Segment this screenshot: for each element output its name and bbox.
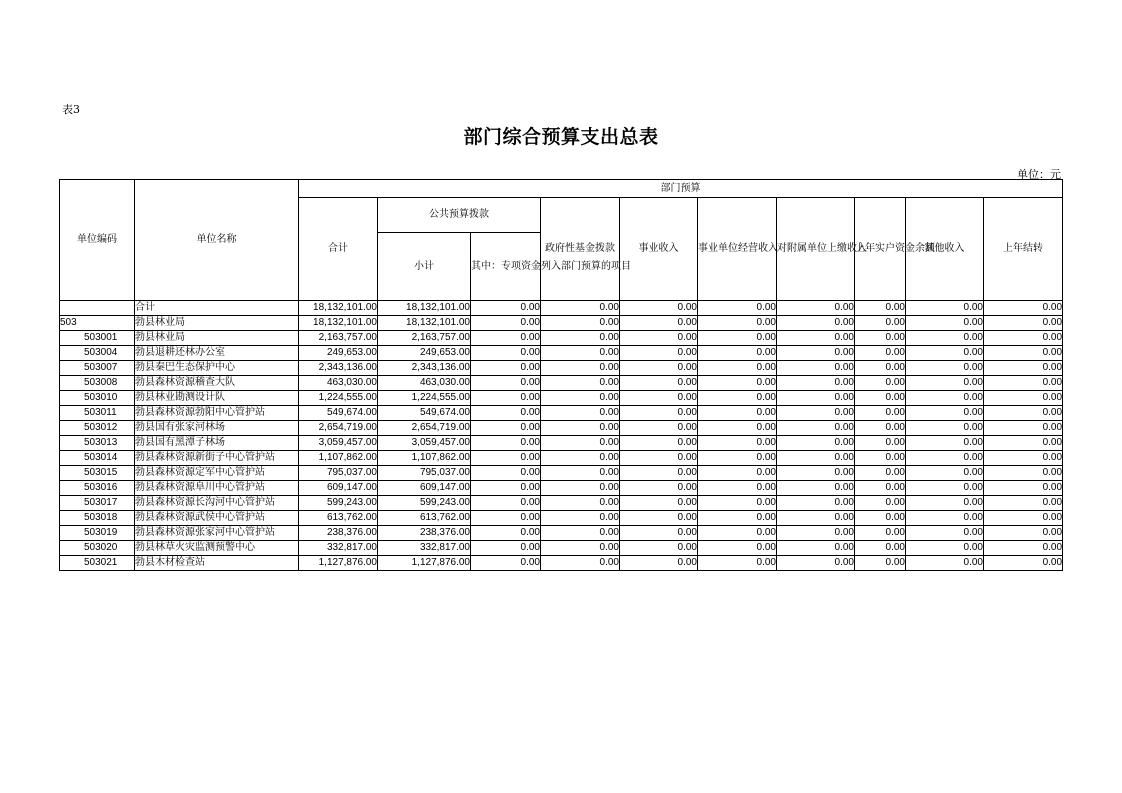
cell-other: 0.00 <box>906 496 984 511</box>
cell-subordinate: 0.00 <box>777 331 855 346</box>
cell-biz-unit: 0.00 <box>698 436 777 451</box>
budget-table <box>59 179 1063 571</box>
cell-business: 0.00 <box>620 496 698 511</box>
unit-code: 503011 <box>60 406 135 421</box>
header-public-budget: 公共预算拨款 <box>378 198 541 233</box>
cell-carryover: 0.00 <box>984 301 1063 316</box>
cell-subtotal: 609,147.00 <box>378 481 471 496</box>
unit-code: 503001 <box>60 331 135 346</box>
cell-special: 0.00 <box>471 361 541 376</box>
cell-gov-fund: 0.00 <box>541 301 620 316</box>
cell-carryover: 0.00 <box>984 316 1063 331</box>
cell-biz-unit: 0.00 <box>698 466 777 481</box>
cell-balance: 0.00 <box>855 451 906 466</box>
cell-carryover: 0.00 <box>984 406 1063 421</box>
cell-business: 0.00 <box>620 361 698 376</box>
cell-balance: 0.00 <box>855 361 906 376</box>
cell-biz-unit: 0.00 <box>698 511 777 526</box>
cell-carryover: 0.00 <box>984 421 1063 436</box>
header-special: 其中：专项资金列入部门预算的项目 <box>471 233 541 301</box>
table-row <box>60 421 1063 436</box>
cell-subordinate: 0.00 <box>777 361 855 376</box>
cell-carryover: 0.00 <box>984 481 1063 496</box>
cell-business: 0.00 <box>620 451 698 466</box>
cell-gov-fund: 0.00 <box>541 391 620 406</box>
cell-subtotal: 613,762.00 <box>378 511 471 526</box>
cell-total: 18,132,101.00 <box>299 301 378 316</box>
cell-other: 0.00 <box>906 376 984 391</box>
cell-carryover: 0.00 <box>984 451 1063 466</box>
table-row <box>60 301 1063 316</box>
cell-total: 3,059,457.00 <box>299 436 378 451</box>
cell-biz-unit: 0.00 <box>698 391 777 406</box>
cell-biz-unit: 0.00 <box>698 331 777 346</box>
cell-carryover: 0.00 <box>984 361 1063 376</box>
cell-special: 0.00 <box>471 541 541 556</box>
cell-other: 0.00 <box>906 436 984 451</box>
cell-balance: 0.00 <box>855 331 906 346</box>
unit-code: 503007 <box>60 361 135 376</box>
cell-gov-fund: 0.00 <box>541 451 620 466</box>
cell-total: 2,343,136.00 <box>299 361 378 376</box>
cell-subordinate: 0.00 <box>777 526 855 541</box>
cell-gov-fund: 0.00 <box>541 346 620 361</box>
table-row <box>60 496 1063 511</box>
table-row <box>60 331 1063 346</box>
cell-subordinate: 0.00 <box>777 301 855 316</box>
cell-business: 0.00 <box>620 331 698 346</box>
cell-balance: 0.00 <box>855 496 906 511</box>
cell-other: 0.00 <box>906 526 984 541</box>
cell-business: 0.00 <box>620 526 698 541</box>
unit-name: 合计 <box>135 301 299 316</box>
cell-business: 0.00 <box>620 406 698 421</box>
cell-total: 1,224,555.00 <box>299 391 378 406</box>
cell-gov-fund: 0.00 <box>541 466 620 481</box>
cell-subordinate: 0.00 <box>777 376 855 391</box>
cell-biz-unit: 0.00 <box>698 556 777 571</box>
unit-name: 勃县森林资源定军中心管护站 <box>135 466 299 481</box>
cell-special: 0.00 <box>471 451 541 466</box>
cell-subordinate: 0.00 <box>777 391 855 406</box>
cell-balance: 0.00 <box>855 406 906 421</box>
cell-total: 332,817.00 <box>299 541 378 556</box>
cell-business: 0.00 <box>620 466 698 481</box>
unit-code: 503018 <box>60 511 135 526</box>
unit-code: 503020 <box>60 541 135 556</box>
unit-name: 勃县国有黑潭子林场 <box>135 436 299 451</box>
cell-special: 0.00 <box>471 421 541 436</box>
cell-business: 0.00 <box>620 346 698 361</box>
cell-business: 0.00 <box>620 556 698 571</box>
cell-total: 18,132,101.00 <box>299 316 378 331</box>
cell-business: 0.00 <box>620 376 698 391</box>
cell-balance: 0.00 <box>855 376 906 391</box>
table-row <box>60 436 1063 451</box>
cell-subordinate: 0.00 <box>777 511 855 526</box>
cell-gov-fund: 0.00 <box>541 406 620 421</box>
cell-special: 0.00 <box>471 496 541 511</box>
cell-special: 0.00 <box>471 511 541 526</box>
unit-code: 503017 <box>60 496 135 511</box>
cell-subtotal: 238,376.00 <box>378 526 471 541</box>
unit-name: 勃县林业勘测设计队 <box>135 391 299 406</box>
unit-code: 503019 <box>60 526 135 541</box>
sheet-label: 表3 <box>62 103 80 116</box>
cell-balance: 0.00 <box>855 481 906 496</box>
header-name: 单位名称 <box>135 180 299 301</box>
cell-special: 0.00 <box>471 391 541 406</box>
cell-gov-fund: 0.00 <box>541 481 620 496</box>
cell-total: 238,376.00 <box>299 526 378 541</box>
cell-other: 0.00 <box>906 541 984 556</box>
unit-code: 503012 <box>60 421 135 436</box>
cell-total: 2,163,757.00 <box>299 331 378 346</box>
unit-code: 503013 <box>60 436 135 451</box>
unit-code: 503021 <box>60 556 135 571</box>
cell-other: 0.00 <box>906 406 984 421</box>
cell-subordinate: 0.00 <box>777 496 855 511</box>
cell-subtotal: 1,107,862.00 <box>378 451 471 466</box>
unit-code: 503016 <box>60 481 135 496</box>
unit-name: 勃县林业局 <box>135 316 299 331</box>
cell-gov-fund: 0.00 <box>541 436 620 451</box>
header-dept-budget: 部门预算 <box>299 180 1063 198</box>
table-row <box>60 391 1063 406</box>
header-gov-fund: 政府性基金拨款 <box>541 198 620 301</box>
cell-subtotal: 2,654,719.00 <box>378 421 471 436</box>
cell-other: 0.00 <box>906 556 984 571</box>
cell-balance: 0.00 <box>855 556 906 571</box>
cell-gov-fund: 0.00 <box>541 526 620 541</box>
cell-balance: 0.00 <box>855 436 906 451</box>
cell-balance: 0.00 <box>855 541 906 556</box>
cell-total: 599,243.00 <box>299 496 378 511</box>
cell-carryover: 0.00 <box>984 436 1063 451</box>
cell-other: 0.00 <box>906 361 984 376</box>
cell-balance: 0.00 <box>855 511 906 526</box>
cell-subtotal: 332,817.00 <box>378 541 471 556</box>
cell-biz-unit: 0.00 <box>698 316 777 331</box>
unit-name: 勃县森林资源长沟河中心管护站 <box>135 496 299 511</box>
cell-carryover: 0.00 <box>984 466 1063 481</box>
unit-name: 勃县退耕还林办公室 <box>135 346 299 361</box>
cell-other: 0.00 <box>906 301 984 316</box>
table-row <box>60 556 1063 571</box>
cell-subtotal: 463,030.00 <box>378 376 471 391</box>
table-row <box>60 346 1063 361</box>
cell-other: 0.00 <box>906 391 984 406</box>
cell-biz-unit: 0.00 <box>698 481 777 496</box>
cell-total: 463,030.00 <box>299 376 378 391</box>
unit-code: 503010 <box>60 391 135 406</box>
cell-carryover: 0.00 <box>984 376 1063 391</box>
table-row <box>60 316 1063 331</box>
cell-biz-unit: 0.00 <box>698 421 777 436</box>
table-row <box>60 451 1063 466</box>
cell-carryover: 0.00 <box>984 541 1063 556</box>
cell-gov-fund: 0.00 <box>541 331 620 346</box>
cell-other: 0.00 <box>906 316 984 331</box>
cell-business: 0.00 <box>620 316 698 331</box>
unit-code <box>60 301 135 316</box>
table-body <box>60 301 1063 571</box>
cell-balance: 0.00 <box>855 526 906 541</box>
cell-special: 0.00 <box>471 466 541 481</box>
unit-code: 503015 <box>60 466 135 481</box>
cell-carryover: 0.00 <box>984 496 1063 511</box>
cell-balance: 0.00 <box>855 466 906 481</box>
header-total: 合计 <box>299 198 378 301</box>
table-row <box>60 481 1063 496</box>
cell-other: 0.00 <box>906 511 984 526</box>
cell-subordinate: 0.00 <box>777 466 855 481</box>
cell-subordinate: 0.00 <box>777 556 855 571</box>
cell-biz-unit: 0.00 <box>698 301 777 316</box>
cell-gov-fund: 0.00 <box>541 361 620 376</box>
unit-name: 勃县国有张家河林场 <box>135 421 299 436</box>
cell-total: 609,147.00 <box>299 481 378 496</box>
table-row <box>60 406 1063 421</box>
cell-total: 249,653.00 <box>299 346 378 361</box>
cell-subordinate: 0.00 <box>777 541 855 556</box>
cell-special: 0.00 <box>471 526 541 541</box>
cell-subtotal: 2,163,757.00 <box>378 331 471 346</box>
cell-subtotal: 1,127,876.00 <box>378 556 471 571</box>
cell-special: 0.00 <box>471 556 541 571</box>
header-carryover: 上年结转 <box>984 198 1063 301</box>
cell-subtotal: 18,132,101.00 <box>378 301 471 316</box>
cell-carryover: 0.00 <box>984 556 1063 571</box>
cell-subtotal: 599,243.00 <box>378 496 471 511</box>
cell-biz-unit: 0.00 <box>698 361 777 376</box>
cell-special: 0.00 <box>471 301 541 316</box>
cell-subordinate: 0.00 <box>777 451 855 466</box>
cell-subtotal: 795,037.00 <box>378 466 471 481</box>
unit-name: 勃县木材检查站 <box>135 556 299 571</box>
cell-subtotal: 2,343,136.00 <box>378 361 471 376</box>
unit-name: 勃县林草火灾监测预警中心 <box>135 541 299 556</box>
cell-biz-unit: 0.00 <box>698 451 777 466</box>
cell-balance: 0.00 <box>855 346 906 361</box>
table-row <box>60 526 1063 541</box>
cell-gov-fund: 0.00 <box>541 376 620 391</box>
cell-business: 0.00 <box>620 511 698 526</box>
cell-gov-fund: 0.00 <box>541 496 620 511</box>
header-other-income: 其他收入 <box>906 198 984 301</box>
table-row <box>60 361 1063 376</box>
header-biz-unit-income: 事业单位经营收入 <box>698 198 777 301</box>
cell-special: 0.00 <box>471 406 541 421</box>
cell-special: 0.00 <box>471 346 541 361</box>
cell-total: 1,127,876.00 <box>299 556 378 571</box>
table-row <box>60 376 1063 391</box>
cell-other: 0.00 <box>906 451 984 466</box>
cell-total: 2,654,719.00 <box>299 421 378 436</box>
cell-biz-unit: 0.00 <box>698 376 777 391</box>
cell-special: 0.00 <box>471 316 541 331</box>
cell-biz-unit: 0.00 <box>698 541 777 556</box>
cell-gov-fund: 0.00 <box>541 421 620 436</box>
unit-name: 勃县森林资源张家河中心管护站 <box>135 526 299 541</box>
table-row <box>60 541 1063 556</box>
cell-business: 0.00 <box>620 436 698 451</box>
cell-subordinate: 0.00 <box>777 316 855 331</box>
unit-name: 勃县森林资源阜川中心管护站 <box>135 481 299 496</box>
cell-carryover: 0.00 <box>984 331 1063 346</box>
cell-subtotal: 249,653.00 <box>378 346 471 361</box>
cell-subtotal: 3,059,457.00 <box>378 436 471 451</box>
cell-total: 795,037.00 <box>299 466 378 481</box>
cell-biz-unit: 0.00 <box>698 406 777 421</box>
unit-name: 勃县林业局 <box>135 331 299 346</box>
unit-name: 勃县秦巴生态保护中心 <box>135 361 299 376</box>
unit-code: 503008 <box>60 376 135 391</box>
cell-total: 1,107,862.00 <box>299 451 378 466</box>
cell-other: 0.00 <box>906 331 984 346</box>
table-row <box>60 466 1063 481</box>
cell-total: 613,762.00 <box>299 511 378 526</box>
cell-subordinate: 0.00 <box>777 346 855 361</box>
cell-biz-unit: 0.00 <box>698 346 777 361</box>
unit-name: 勃县森林资源稽查大队 <box>135 376 299 391</box>
cell-special: 0.00 <box>471 481 541 496</box>
cell-carryover: 0.00 <box>984 391 1063 406</box>
cell-balance: 0.00 <box>855 391 906 406</box>
cell-subordinate: 0.00 <box>777 481 855 496</box>
cell-subtotal: 18,132,101.00 <box>378 316 471 331</box>
cell-other: 0.00 <box>906 466 984 481</box>
cell-special: 0.00 <box>471 331 541 346</box>
cell-subordinate: 0.00 <box>777 436 855 451</box>
cell-total: 549,674.00 <box>299 406 378 421</box>
cell-balance: 0.00 <box>855 421 906 436</box>
header-subordinate: 对附属单位上缴收入 <box>777 198 855 301</box>
unit-code: 503014 <box>60 451 135 466</box>
cell-carryover: 0.00 <box>984 526 1063 541</box>
cell-business: 0.00 <box>620 541 698 556</box>
cell-gov-fund: 0.00 <box>541 556 620 571</box>
cell-biz-unit: 0.00 <box>698 526 777 541</box>
cell-special: 0.00 <box>471 376 541 391</box>
cell-subordinate: 0.00 <box>777 406 855 421</box>
cell-business: 0.00 <box>620 301 698 316</box>
unit-name: 勃县森林资源勃阳中心管护站 <box>135 406 299 421</box>
cell-subtotal: 549,674.00 <box>378 406 471 421</box>
cell-gov-fund: 0.00 <box>541 541 620 556</box>
cell-biz-unit: 0.00 <box>698 496 777 511</box>
header-code: 单位编码 <box>60 180 135 301</box>
page-title: 部门综合预算支出总表 <box>463 126 659 148</box>
header-business-income: 事业收入 <box>620 198 698 301</box>
unit-code: 503 <box>60 316 135 331</box>
unit-name: 勃县森林资源武侯中心管护站 <box>135 511 299 526</box>
cell-balance: 0.00 <box>855 316 906 331</box>
cell-carryover: 0.00 <box>984 346 1063 361</box>
cell-gov-fund: 0.00 <box>541 316 620 331</box>
unit-name: 勃县森林资源新街子中心管护站 <box>135 451 299 466</box>
cell-business: 0.00 <box>620 391 698 406</box>
cell-business: 0.00 <box>620 481 698 496</box>
cell-other: 0.00 <box>906 421 984 436</box>
cell-subordinate: 0.00 <box>777 421 855 436</box>
unit-code: 503004 <box>60 346 135 361</box>
cell-carryover: 0.00 <box>984 511 1063 526</box>
cell-special: 0.00 <box>471 436 541 451</box>
cell-gov-fund: 0.00 <box>541 511 620 526</box>
header-last-year-balance: 上年实户资金余额 <box>855 198 906 301</box>
header-subtotal: 小计 <box>378 233 471 301</box>
table-row <box>60 511 1063 526</box>
unit-label: 单位：元 <box>1017 168 1061 181</box>
cell-other: 0.00 <box>906 481 984 496</box>
cell-business: 0.00 <box>620 421 698 436</box>
cell-balance: 0.00 <box>855 301 906 316</box>
cell-other: 0.00 <box>906 346 984 361</box>
cell-subtotal: 1,224,555.00 <box>378 391 471 406</box>
